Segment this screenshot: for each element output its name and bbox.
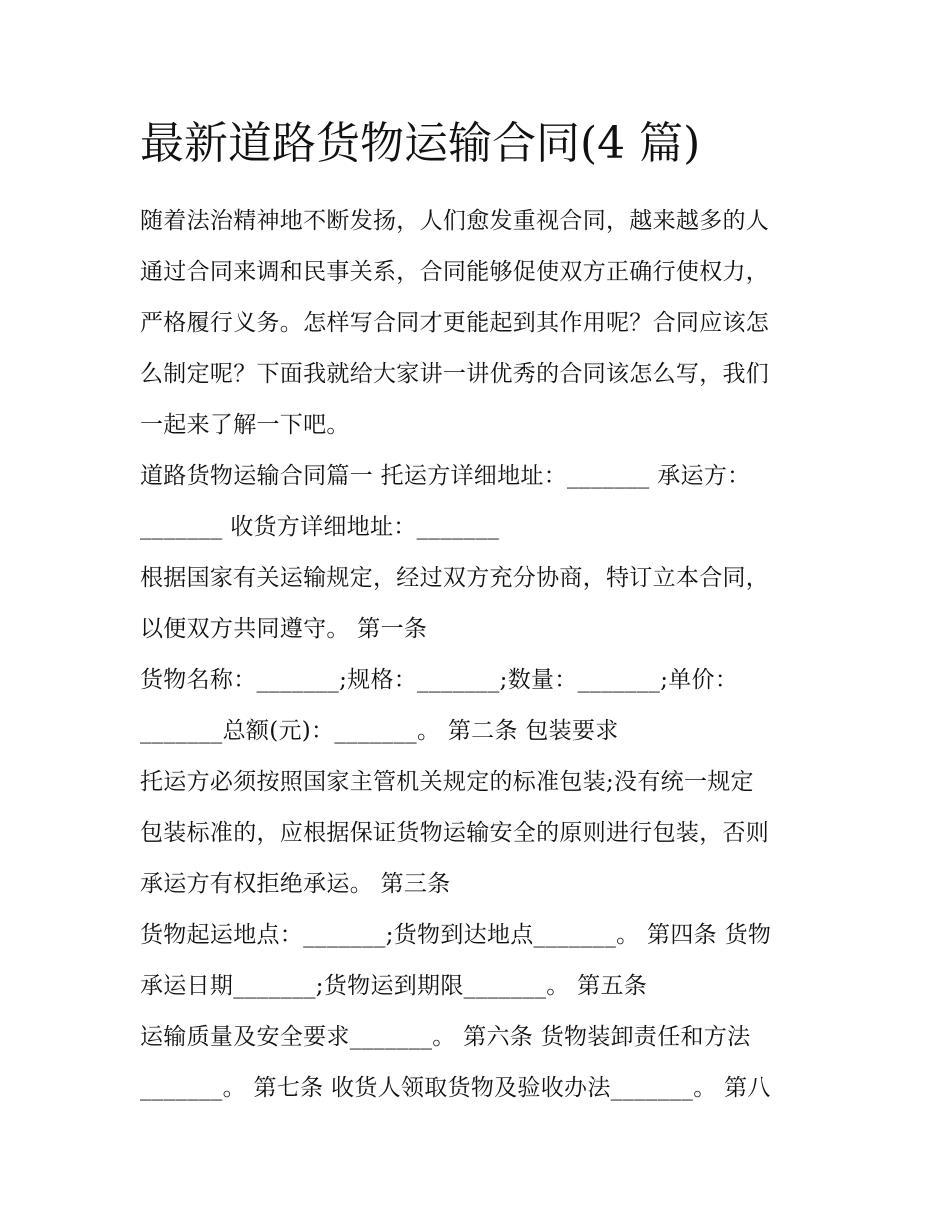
paragraph-line-5: 一起来了解一下吧。 — [140, 412, 350, 438]
paragraph-line-11: _______总额(元)：_______。 第二条 包装要求 — [140, 718, 619, 744]
paragraph-line-4: 么制定呢？下面我就给大家讲一讲优秀的合同该怎么写，我们 — [140, 361, 770, 387]
paragraph-line-2: 通过合同来调和民事关系，合同能够促使双方正确行使权力， — [140, 259, 770, 285]
page-title: 最新道路货物运输合同(4 篇) — [140, 118, 701, 169]
paragraph-line-15: 货物起运地点：_______;货物到达地点_______。 第四条 货物 — [140, 922, 772, 948]
paragraph-line-6: 道路货物运输合同篇一 托运方详细地址：_______ 承运方： — [140, 463, 751, 489]
paragraph-line-1: 随着法治精神地不断发扬，人们愈发重视合同，越来越多的人 — [140, 208, 770, 234]
paragraph-line-12: 托运方必须按照国家主管机关规定的标准包装;没有统一规定 — [140, 769, 754, 795]
paragraph-line-10: 货物名称：_______;规格：_______;数量：_______;单价： — [140, 667, 739, 693]
paragraph-line-14: 承运方有权拒绝承运。 第三条 — [140, 871, 451, 897]
paragraph-line-3: 严格履行义务。怎样写合同才更能起到其作用呢？合同应该怎 — [140, 310, 770, 336]
paragraph-line-8: 根据国家有关运输规定，经过双方充分协商，特订立本合同， — [140, 565, 770, 591]
paragraph-line-13: 包装标准的，应根据保证货物运输安全的原则进行包装，否则 — [140, 820, 770, 846]
paragraph-line-7: _______ 收货方详细地址：_______ — [140, 514, 500, 540]
paragraph-line-16: 承运日期_______;货物运到期限_______。 第五条 — [140, 973, 648, 999]
paragraph-line-17: 运输质量及安全要求_______。 第六条 货物装卸责任和方法 — [140, 1024, 751, 1050]
paragraph-line-18: _______。 第七条 收货人领取货物及验收办法_______。 第八 — [140, 1075, 771, 1101]
document-body — [140, 196, 820, 1114]
paragraph-line-9: 以便双方共同遵守。 第一条 — [140, 616, 428, 642]
